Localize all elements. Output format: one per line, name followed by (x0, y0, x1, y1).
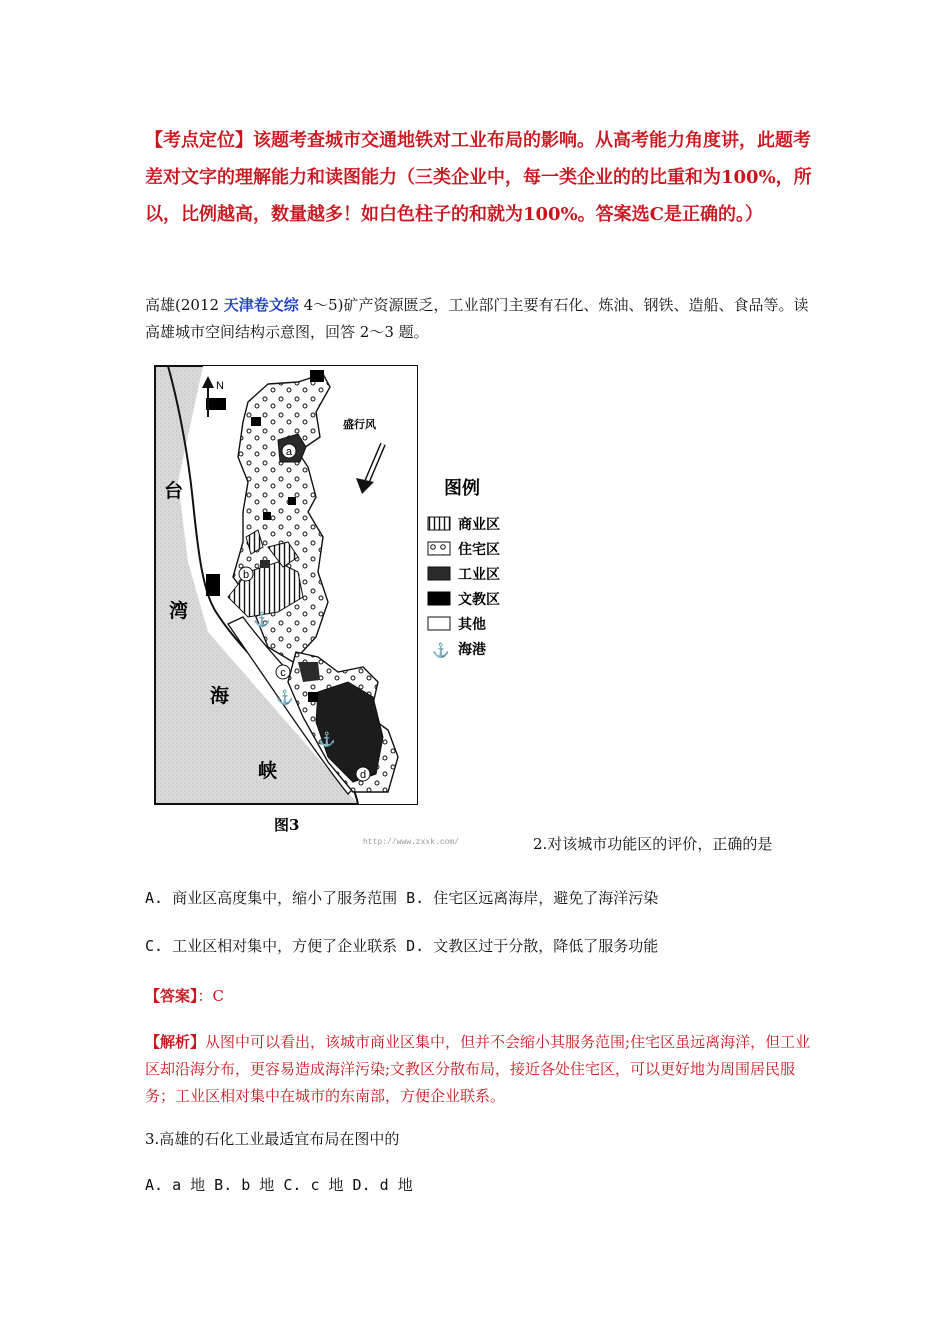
answer-line (145, 985, 224, 1006)
anchor-icon-3: ⚓ (318, 732, 336, 748)
kaodian-paragraph (145, 122, 815, 233)
north-label: N (216, 380, 224, 392)
intro-rest: 4～5)矿产资源匮乏，工业部门主要有石化、炼油、钢铁、造船、食品等。读高雄城市空间结构示意图，回答 2～3 题。 (145, 296, 809, 341)
edu-block-6 (288, 497, 296, 505)
sea-char-4: 峡 (258, 760, 278, 782)
anchor-icon-1: ⚓ (253, 612, 271, 628)
svg-text:工业区: 工业区 (458, 567, 500, 583)
svg-text:其他: 其他 (458, 617, 486, 633)
sea-char-1: 台 (164, 480, 184, 502)
map-svg (148, 362, 658, 857)
analysis-paragraph (145, 1029, 815, 1110)
marker-a: a (285, 446, 293, 458)
marker-c: c (280, 667, 286, 679)
svg-text:文教区: 文教区 (458, 592, 500, 608)
question-3-stem: 3.高雄的石化工业最适宜布局在图中的 (145, 1130, 400, 1148)
figure-label: 图3 (274, 816, 300, 834)
edu-block-2 (310, 370, 324, 382)
intro-source: 天津卷文综 (223, 296, 299, 314)
legend-education (428, 591, 500, 608)
question-intro (145, 292, 815, 346)
question-2-options-ab: A. 商业区高度集中，缩小了服务范围 B. 住宅区远离海岸，避免了海洋污染 (145, 889, 659, 907)
edu-block-3 (251, 417, 261, 426)
industrial-block (260, 560, 270, 568)
edu-block-7 (308, 692, 318, 702)
legend-other (428, 616, 486, 633)
city-structure-map (148, 362, 658, 857)
svg-text:住宅区: 住宅区 (458, 542, 500, 558)
legend-commercial (428, 516, 500, 533)
anchor-icon-2: ⚓ (276, 690, 294, 706)
edu-block-4 (263, 512, 271, 520)
kaodian-tag: 【考点定位】 (145, 130, 253, 151)
answer-tag: 【答案】 (145, 987, 198, 1005)
svg-text:⚓: ⚓ (432, 643, 450, 659)
svg-text:海港: 海港 (458, 642, 486, 658)
question-2-stem: 2.对该城市功能区的评价，正确的是 (533, 835, 773, 853)
legend-residential (428, 541, 500, 558)
marker-d: d (359, 769, 367, 781)
svg-text:商业区: 商业区 (458, 517, 500, 533)
question-3-options: A. a 地 B. b 地 C. c 地 D. d 地 (145, 1176, 413, 1194)
wind-label: 盛行风 (343, 418, 376, 431)
intro-lead: 高雄(2012 (145, 296, 224, 314)
kaodian-text: 该题考查城市交通地铁对工业布局的影响。从高考能力角度讲，此题考差对文字的理解能力和读图能力（三类企业中，每一类企业的的比重和为100%，所以，比例越高，数量越多！如白色柱子的和就为100%。答案选C是正确的。） (145, 130, 812, 225)
sea-char-2: 湾 (169, 600, 189, 622)
legend-title: 图例 (444, 478, 480, 499)
watermark: http://www.zxxk.com/ (363, 838, 460, 847)
analysis-text: 从图中可以看出，该城市商业区集中，但并不会缩小其服务范围;住宅区虽远离海洋，但工业区却沿海分布，更容易造成海洋污染;文教区分散布局，接近各处住宅区，可以更好地为周围居民服务；工业区相对集中在城市的东南部，方便企业联系。 (145, 1033, 811, 1105)
answer-text: ：C (197, 987, 224, 1005)
analysis-tag: 【解析】 (145, 1033, 206, 1051)
legend-seaport (432, 641, 486, 659)
sea-char-3: 海 (210, 685, 230, 707)
edu-block-5 (206, 574, 220, 596)
legend-industrial (428, 567, 500, 583)
marker-b: b (242, 569, 250, 581)
question-2-options-cd: C. 工业区相对集中，方便了企业联系 D. 文教区过于分散，降低了服务功能 (145, 937, 659, 955)
